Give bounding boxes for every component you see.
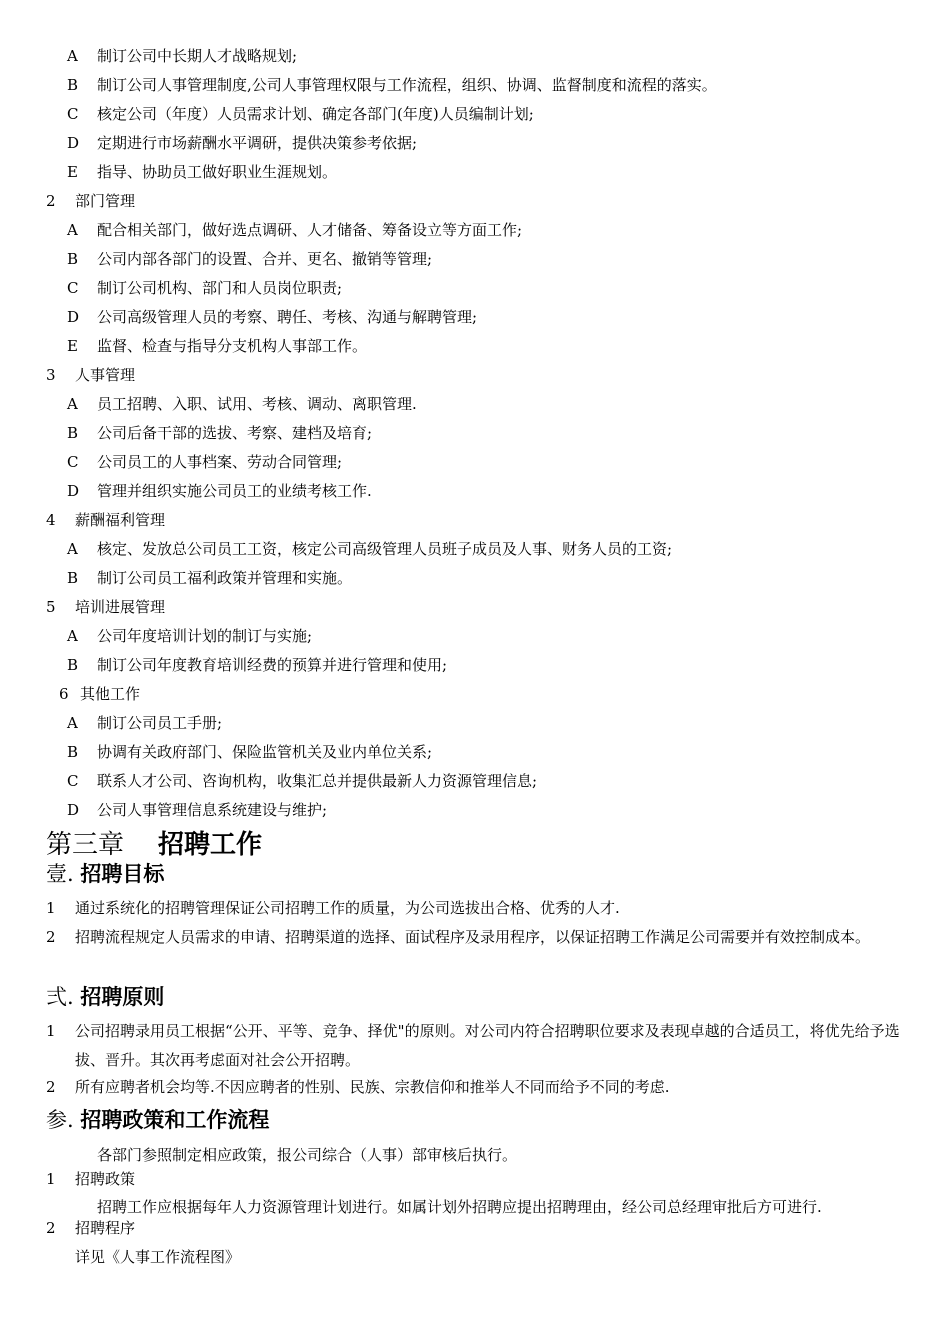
subsection-title: 其他工作 — [80, 685, 141, 703]
paragraph-text: 招聘工作应根据每年人力资源管理计划进行。如属计划外招聘应提出招聘理由，经公司总经理审批后方可进行. — [97, 1198, 822, 1216]
item-text: 配合相关部门，做好选点调研、人才储备、筹备设立等方面工作; — [97, 221, 523, 239]
item-marker: A — [67, 714, 78, 732]
chapter-label: 第三章 — [46, 830, 125, 860]
item-marker: D — [67, 308, 80, 326]
subsection-title: 招聘程序 — [75, 1219, 136, 1237]
item-marker: D — [67, 134, 80, 152]
section-number: 弍. — [46, 985, 74, 1009]
item-marker: C — [67, 453, 79, 471]
subsection-number: 2 — [46, 192, 56, 210]
item-text: 公司人事管理信息系统建设与维护; — [97, 801, 328, 819]
item-text: 核定、发放总公司员工工资，核定公司高级管理人员班子成员及人事、财务人员的工资; — [97, 540, 673, 558]
item-text: 制订公司员工手册; — [97, 714, 223, 732]
paragraph-text: 招聘流程规定人员需求的申请、招聘渠道的选择、面试程序及录用程序，以保证招聘工作满足公司需要并有效控制成本。 — [75, 928, 871, 946]
item-marker: A — [67, 395, 78, 413]
subsection-title: 培训进展管理 — [75, 598, 166, 616]
item-marker: E — [67, 337, 78, 355]
item-marker: B — [67, 656, 79, 674]
item-marker: B — [67, 569, 79, 587]
item-text: 制订公司中长期人才战略规划; — [97, 47, 298, 65]
item-text: 公司年度培训计划的制订与实施; — [97, 627, 313, 645]
item-text: 制订公司员工福利政策并管理和实施。 — [97, 569, 353, 587]
subsection-number: 4 — [46, 511, 56, 529]
item-text: 管理并组织实施公司员工的业绩考核工作. — [97, 482, 372, 500]
item-text: 定期进行市场薪酬水平调研，提供决策参考依据; — [97, 134, 418, 152]
section-heading — [46, 860, 164, 888]
subsection-title: 人事管理 — [75, 366, 136, 384]
section-number: 参. — [46, 1108, 74, 1132]
item-marker: A — [67, 540, 78, 558]
item-marker: B — [67, 250, 79, 268]
item-marker: B — [67, 424, 79, 442]
subsection-number: 3 — [46, 366, 56, 384]
section-title: 招聘原则 — [80, 985, 165, 1009]
item-text: 员工招聘、入职、试用、考核、调动、离职管理. — [97, 395, 417, 413]
subsection-title: 招聘政策 — [75, 1170, 136, 1188]
subsection-number: 6 — [59, 685, 69, 703]
item-marker: A — [67, 221, 78, 239]
item-text: 公司高级管理人员的考察、聘任、考核、沟通与解聘管理; — [97, 308, 478, 326]
paragraph-text: 所有应聘者机会均等.不因应聘者的性别、民族、宗教信仰和推举人不同而给予不同的考虑. — [75, 1078, 670, 1096]
item-marker: B — [67, 76, 79, 94]
item-marker: C — [67, 279, 79, 297]
paragraph-number: 2 — [46, 1078, 56, 1096]
paragraph-text: 详见《人事工作流程图》 — [75, 1248, 241, 1266]
section-heading — [46, 983, 164, 1011]
section-title: 招聘政策和工作流程 — [80, 1108, 270, 1132]
item-marker: D — [67, 482, 80, 500]
subsection-number: 5 — [46, 598, 56, 616]
item-text: 公司内部各部门的设置、合并、更名、撤销等管理; — [97, 250, 433, 268]
item-text: 制订公司机构、部门和人员岗位职责; — [97, 279, 343, 297]
paragraph-number: 1 — [46, 1022, 56, 1040]
item-marker: A — [67, 627, 78, 645]
item-marker: B — [67, 743, 79, 761]
paragraph-text: 通过系统化的招聘管理保证公司招聘工作的质量，为公司选拔出合格、优秀的人才. — [75, 899, 620, 917]
paragraph-text: 公司招聘录用员工根据“公开、平等、竞争、择优"的原则。对公司内符合招聘职位要求及表现卓越的合适员工，将优先给予选拔、晋升。其次再考虑面对社会公开招聘。 — [75, 1022, 900, 1069]
item-text: 制订公司年度教育培训经费的预算并进行管理和使用; — [97, 656, 448, 674]
item-text: 公司员工的人事档案、劳动合同管理; — [97, 453, 343, 471]
section-title: 招聘目标 — [80, 862, 165, 886]
item-text: 核定公司（年度）人员需求计划、确定各部门(年度)人员编制计划; — [97, 105, 534, 123]
item-text: 制订公司人事管理制度,公司人事管理权限与工作流程，组织、协调、监督制度和流程的落实。 — [97, 76, 717, 94]
item-text: 公司后备干部的选拔、考察、建档及培育; — [97, 424, 373, 442]
item-text: 协调有关政府部门、保险监管机关及业内单位关系; — [97, 743, 433, 761]
subsection-title: 部门管理 — [75, 192, 136, 210]
subsection-title: 薪酬福利管理 — [75, 511, 166, 529]
item-marker: C — [67, 772, 79, 790]
section-number: 壹. — [46, 862, 74, 886]
item-text: 指导、协助员工做好职业生涯规划。 — [97, 163, 338, 181]
item-text: 监督、检查与指导分支机构人事部工作。 — [97, 337, 368, 355]
paragraph-text: 各部门参照制定相应政策，报公司综合（人事）部审核后执行。 — [97, 1146, 518, 1164]
item-marker: A — [67, 47, 78, 65]
item-marker: E — [67, 163, 78, 181]
item-marker: C — [67, 105, 79, 123]
chapter-heading — [46, 829, 262, 861]
subsection-number: 1 — [46, 1170, 56, 1188]
subsection-number: 2 — [46, 1219, 56, 1237]
section-heading — [46, 1106, 269, 1134]
paragraph-number: 2 — [46, 928, 56, 946]
paragraph-number: 1 — [46, 899, 56, 917]
item-text: 联系人才公司、咨询机构，收集汇总并提供最新人力资源管理信息; — [97, 772, 538, 790]
item-marker: D — [67, 801, 80, 819]
chapter-title: 招聘工作 — [158, 830, 263, 860]
